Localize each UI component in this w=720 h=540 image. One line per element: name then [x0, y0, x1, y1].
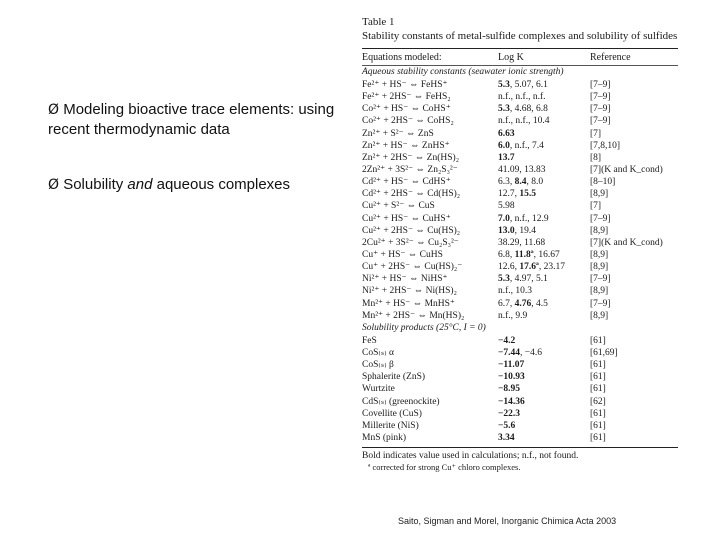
table-row: [362, 225, 678, 237]
table-row: [362, 152, 678, 164]
reference-cell: [61]: [590, 408, 606, 419]
table-bottom-rule: [362, 447, 678, 448]
logk-value: n.f., n.f., n.f.: [498, 92, 546, 103]
table-row: [362, 176, 678, 188]
logk-cell: [498, 310, 590, 322]
logk-value-bold: −22.3: [498, 408, 521, 419]
logk-cell: [498, 335, 590, 347]
table-row: [362, 128, 678, 140]
table-header-row: [362, 49, 678, 65]
reference-cell: [7,8,10]: [590, 140, 621, 151]
arrow-bullet-icon: Ø: [48, 102, 60, 118]
logk-value-bold: 17.6ª: [519, 262, 539, 273]
logk-value: 5.98: [498, 201, 515, 212]
equation-cell: Cu⁺ + HS⁻ ⇔ CuHS: [362, 249, 443, 260]
logk-cell: [498, 347, 590, 359]
equation-cell: Fe²⁺ + 2HS⁻ ⇔ FeHS₂: [362, 92, 451, 103]
logk-value-bold: −14.36: [498, 396, 525, 407]
header-logk: Log K: [498, 51, 524, 63]
logk-cell: [498, 359, 590, 371]
table-row: [362, 383, 678, 395]
equation-cell: Cd²⁺ + HS⁻ ⇔ CdHS⁺: [362, 177, 451, 188]
reference-cell: [61]: [590, 372, 606, 383]
table-row: [362, 115, 678, 127]
reference-cell: [7–9]: [590, 80, 611, 90]
equation-cell: Mn²⁺ + 2HS⁻ ⇔ Mn(HS)₂: [362, 310, 465, 321]
logk-value: , −4.6: [520, 347, 543, 358]
reference-cell: [8,9]: [590, 262, 609, 273]
table-row: [362, 408, 678, 420]
logk-value: , 5.07, 6.1: [509, 80, 548, 90]
logk-cell: [498, 164, 590, 176]
equation-cell: Cu²⁺ + HS⁻ ⇔ CuHS⁺: [362, 213, 451, 224]
equation-cell: Zn²⁺ + HS⁻ ⇔ ZnHS⁺: [362, 140, 450, 151]
bullet-text: Modeling bioactive trace elements: using recent thermodynamic data: [48, 101, 335, 138]
table-row: [362, 91, 678, 103]
logk-value-bold: −5.6: [498, 420, 516, 431]
bullet-modeling: [48, 100, 338, 139]
aqueous-rows: [362, 79, 678, 322]
bullet-text-emphasis: and: [127, 176, 153, 193]
table-row: [362, 164, 678, 176]
logk-cell: [498, 140, 590, 152]
logk-value-bold: −8.95: [498, 384, 521, 395]
logk-cell: [498, 396, 590, 408]
equation-cell: Millerite (NiS): [362, 420, 419, 431]
table-row: [362, 420, 678, 432]
logk-cell: [498, 420, 590, 432]
solubility-rows: [362, 335, 678, 444]
equation-cell: Wurtzite: [362, 384, 395, 395]
logk-cell: [498, 91, 590, 103]
bullet-text-end: aqueous complexes: [152, 176, 291, 193]
equation-cell: 2Zn²⁺ + 3S²⁻ ⇔ Zn₂S₃²⁻: [362, 164, 458, 175]
logk-value-bold: 8.4: [514, 177, 527, 188]
equation-cell: Zn²⁺ + 2HS⁻ ⇔ Zn(HS)₂: [362, 152, 460, 163]
logk-value-bold: −10.93: [498, 372, 525, 383]
logk-value-bold: 6.0: [498, 140, 510, 151]
logk-cell: [498, 408, 590, 420]
logk-cell: [498, 371, 590, 383]
logk-cell: [498, 152, 590, 164]
logk-value: 6.3,: [498, 177, 515, 188]
solubility-section-title: Solubility products (25°C, I = 0): [362, 322, 486, 333]
equation-cell: Mn²⁺ + HS⁻ ⇔ MnHS⁺: [362, 298, 455, 309]
table-row: [362, 371, 678, 383]
logk-value: , 4.5: [531, 298, 548, 309]
equation-cell: Co²⁺ + 2HS⁻ ⇔ CoHS₂: [362, 116, 454, 127]
table-footnote-a: ª corrected for strong Cu⁺ chloro complexes.: [368, 462, 521, 473]
header-equations: Equations modeled:: [362, 51, 442, 63]
table-row: [362, 396, 678, 408]
stability-constants-table: [362, 16, 678, 472]
logk-value: , 8.0: [526, 177, 544, 188]
reference-cell: [8]: [590, 152, 602, 163]
bullet-text-start: Solubility: [63, 176, 128, 193]
table-row: [362, 261, 678, 273]
equation-cell: FeS: [362, 335, 377, 346]
reference-cell: [61,69]: [590, 347, 618, 358]
logk-value: , n.f., 12.9: [509, 213, 549, 224]
table-row: [362, 188, 678, 200]
logk-value-bold: 5.3: [498, 104, 510, 115]
reference-cell: [61]: [590, 360, 606, 371]
reference-cell: [8,9]: [590, 225, 609, 236]
table-row: [362, 298, 678, 310]
logk-value-bold: 7.0: [498, 213, 510, 224]
logk-value: n.f., 9.9: [498, 310, 528, 321]
equation-cell: Fe²⁺ + HS⁻ ⇔ FeHS⁺: [362, 80, 448, 90]
equation-cell: CdS₍ₛ₎ (greenockite): [362, 396, 440, 407]
table-row: [362, 200, 678, 212]
bullet-solubility: [48, 175, 338, 195]
reference-cell: [7–9]: [590, 104, 611, 115]
logk-cell: [498, 200, 590, 212]
logk-value-bold: 5.3: [498, 80, 510, 90]
reference-cell: [62]: [590, 396, 606, 407]
table-row: [362, 237, 678, 249]
equation-cell: Cu⁺ + 2HS⁻ ⇔ Cu(HS)₂⁻: [362, 262, 463, 273]
logk-cell: [498, 249, 590, 261]
header-reference: Reference: [590, 51, 631, 63]
logk-cell: [498, 261, 590, 273]
equation-cell: Covellite (CuS): [362, 408, 422, 419]
reference-cell: [8,9]: [590, 286, 609, 297]
logk-cell: [498, 273, 590, 285]
logk-value: , 19.4: [514, 225, 536, 236]
reference-cell: [7–9]: [590, 92, 611, 103]
bullet-list: [48, 100, 338, 231]
reference-cell: [7]: [590, 128, 602, 139]
aqueous-section-title: Aqueous stability constants (seawater ionic strength): [362, 67, 564, 77]
logk-value-bold: −7.44: [498, 347, 521, 358]
table-caption: Stability constants of metal-sulfide complexes and solubility of sulfides: [362, 30, 678, 42]
logk-cell: [498, 115, 590, 127]
reference-cell: [7](K and K_cond): [590, 237, 663, 248]
table-row: [362, 347, 678, 359]
logk-value: 6.7,: [498, 298, 515, 309]
logk-cell: [498, 432, 590, 444]
logk-cell: [498, 176, 590, 188]
logk-value: , 23.17: [538, 262, 565, 273]
reference-cell: [8,9]: [590, 189, 609, 200]
logk-value-bold: 13.7: [498, 152, 515, 163]
reference-cell: [8,9]: [590, 310, 609, 321]
logk-value-bold: 4.76: [514, 298, 532, 309]
logk-value: n.f., n.f., 10.4: [498, 116, 550, 127]
reference-cell: [7–9]: [590, 298, 611, 309]
equation-cell: Cd²⁺ + 2HS⁻ ⇔ Cd(HS)₂: [362, 189, 461, 200]
logk-value: 6.8,: [498, 249, 515, 260]
equation-cell: CoS₍ₛ₎ α: [362, 347, 394, 358]
logk-value-bold: −4.2: [498, 335, 516, 346]
table-row: [362, 432, 678, 444]
logk-value: 41.09, 13.83: [498, 164, 546, 175]
equation-cell: Cu²⁺ + 2HS⁻ ⇔ Cu(HS)₂: [362, 225, 461, 236]
table-label: Table 1: [362, 16, 395, 28]
table-row: [362, 310, 678, 322]
table-row: [362, 140, 678, 152]
logk-value: , n.f., 7.4: [509, 140, 544, 151]
table-row: [362, 249, 678, 261]
logk-cell: [498, 103, 590, 115]
table-footnote: Bold indicates value used in calculations; n.f., not found.: [362, 451, 579, 462]
reference-cell: [7–9]: [590, 116, 611, 127]
equation-cell: Ni²⁺ + 2HS⁻ ⇔ Ni(HS)₂: [362, 286, 457, 297]
logk-cell: [498, 285, 590, 297]
logk-value-bold: 6.63: [498, 128, 515, 139]
equation-cell: Cu²⁺ + S²⁻ ⇔ CuS: [362, 201, 435, 212]
table-row: [362, 335, 678, 347]
logk-cell: [498, 188, 590, 200]
table-row: [362, 103, 678, 115]
logk-cell: [498, 79, 590, 91]
equation-cell: MnS (pink): [362, 432, 407, 443]
logk-value: , 16.67: [533, 249, 560, 260]
logk-value-bold: −11.07: [498, 360, 525, 371]
reference-cell: [61]: [590, 384, 606, 395]
table-row: [362, 213, 678, 225]
logk-value-bold: 3.34: [498, 432, 515, 443]
logk-cell: [498, 213, 590, 225]
logk-value-bold: 15.5: [519, 189, 536, 200]
table-row: [362, 273, 678, 285]
reference-cell: [8,9]: [590, 249, 609, 260]
arrow-bullet-icon: Ø: [48, 177, 60, 193]
equation-cell: CoS₍ₛ₎ β: [362, 360, 394, 371]
equation-cell: 2Cu²⁺ + 3S²⁻ ⇔ Cu₂S₃²⁻: [362, 237, 459, 248]
reference-cell: [8–10]: [590, 177, 616, 188]
logk-value-bold: 5.3: [498, 274, 510, 285]
reference-cell: [61]: [590, 335, 606, 346]
logk-value: 12.7,: [498, 189, 520, 200]
table-row: [362, 79, 678, 91]
reference-cell: [7]: [590, 201, 602, 212]
table-row: [362, 285, 678, 297]
logk-value: , 4.97, 5.1: [509, 274, 548, 285]
reference-cell: [7](K and K_cond): [590, 164, 663, 175]
reference-cell: [61]: [590, 420, 606, 431]
table-row: [362, 359, 678, 371]
equation-cell: Zn²⁺ + S²⁻ ⇔ ZnS: [362, 128, 434, 139]
equation-cell: Ni²⁺ + HS⁻ ⇔ NiHS⁺: [362, 274, 448, 285]
reference-cell: [7–9]: [590, 274, 611, 285]
logk-cell: [498, 225, 590, 237]
reference-cell: [61]: [590, 432, 606, 443]
equation-cell: Co²⁺ + HS⁻ ⇔ CoHS⁺: [362, 104, 451, 115]
logk-value: 12.6,: [498, 262, 520, 273]
logk-value: , 4.68, 6.8: [509, 104, 548, 115]
logk-cell: [498, 298, 590, 310]
reference-cell: [7–9]: [590, 213, 611, 224]
citation: Saito, Sigman and Morel, Inorganic Chimica Acta 2003: [398, 516, 617, 526]
equation-cell: Sphalerite (ZnS): [362, 372, 426, 383]
logk-value: 38.29, 11.68: [498, 237, 546, 248]
logk-value-bold: 11.8ª: [514, 249, 534, 260]
logk-value-bold: 13.0: [498, 225, 515, 236]
logk-cell: [498, 383, 590, 395]
logk-value: n.f., 10.3: [498, 286, 533, 297]
logk-cell: [498, 128, 590, 140]
logk-cell: [498, 237, 590, 249]
